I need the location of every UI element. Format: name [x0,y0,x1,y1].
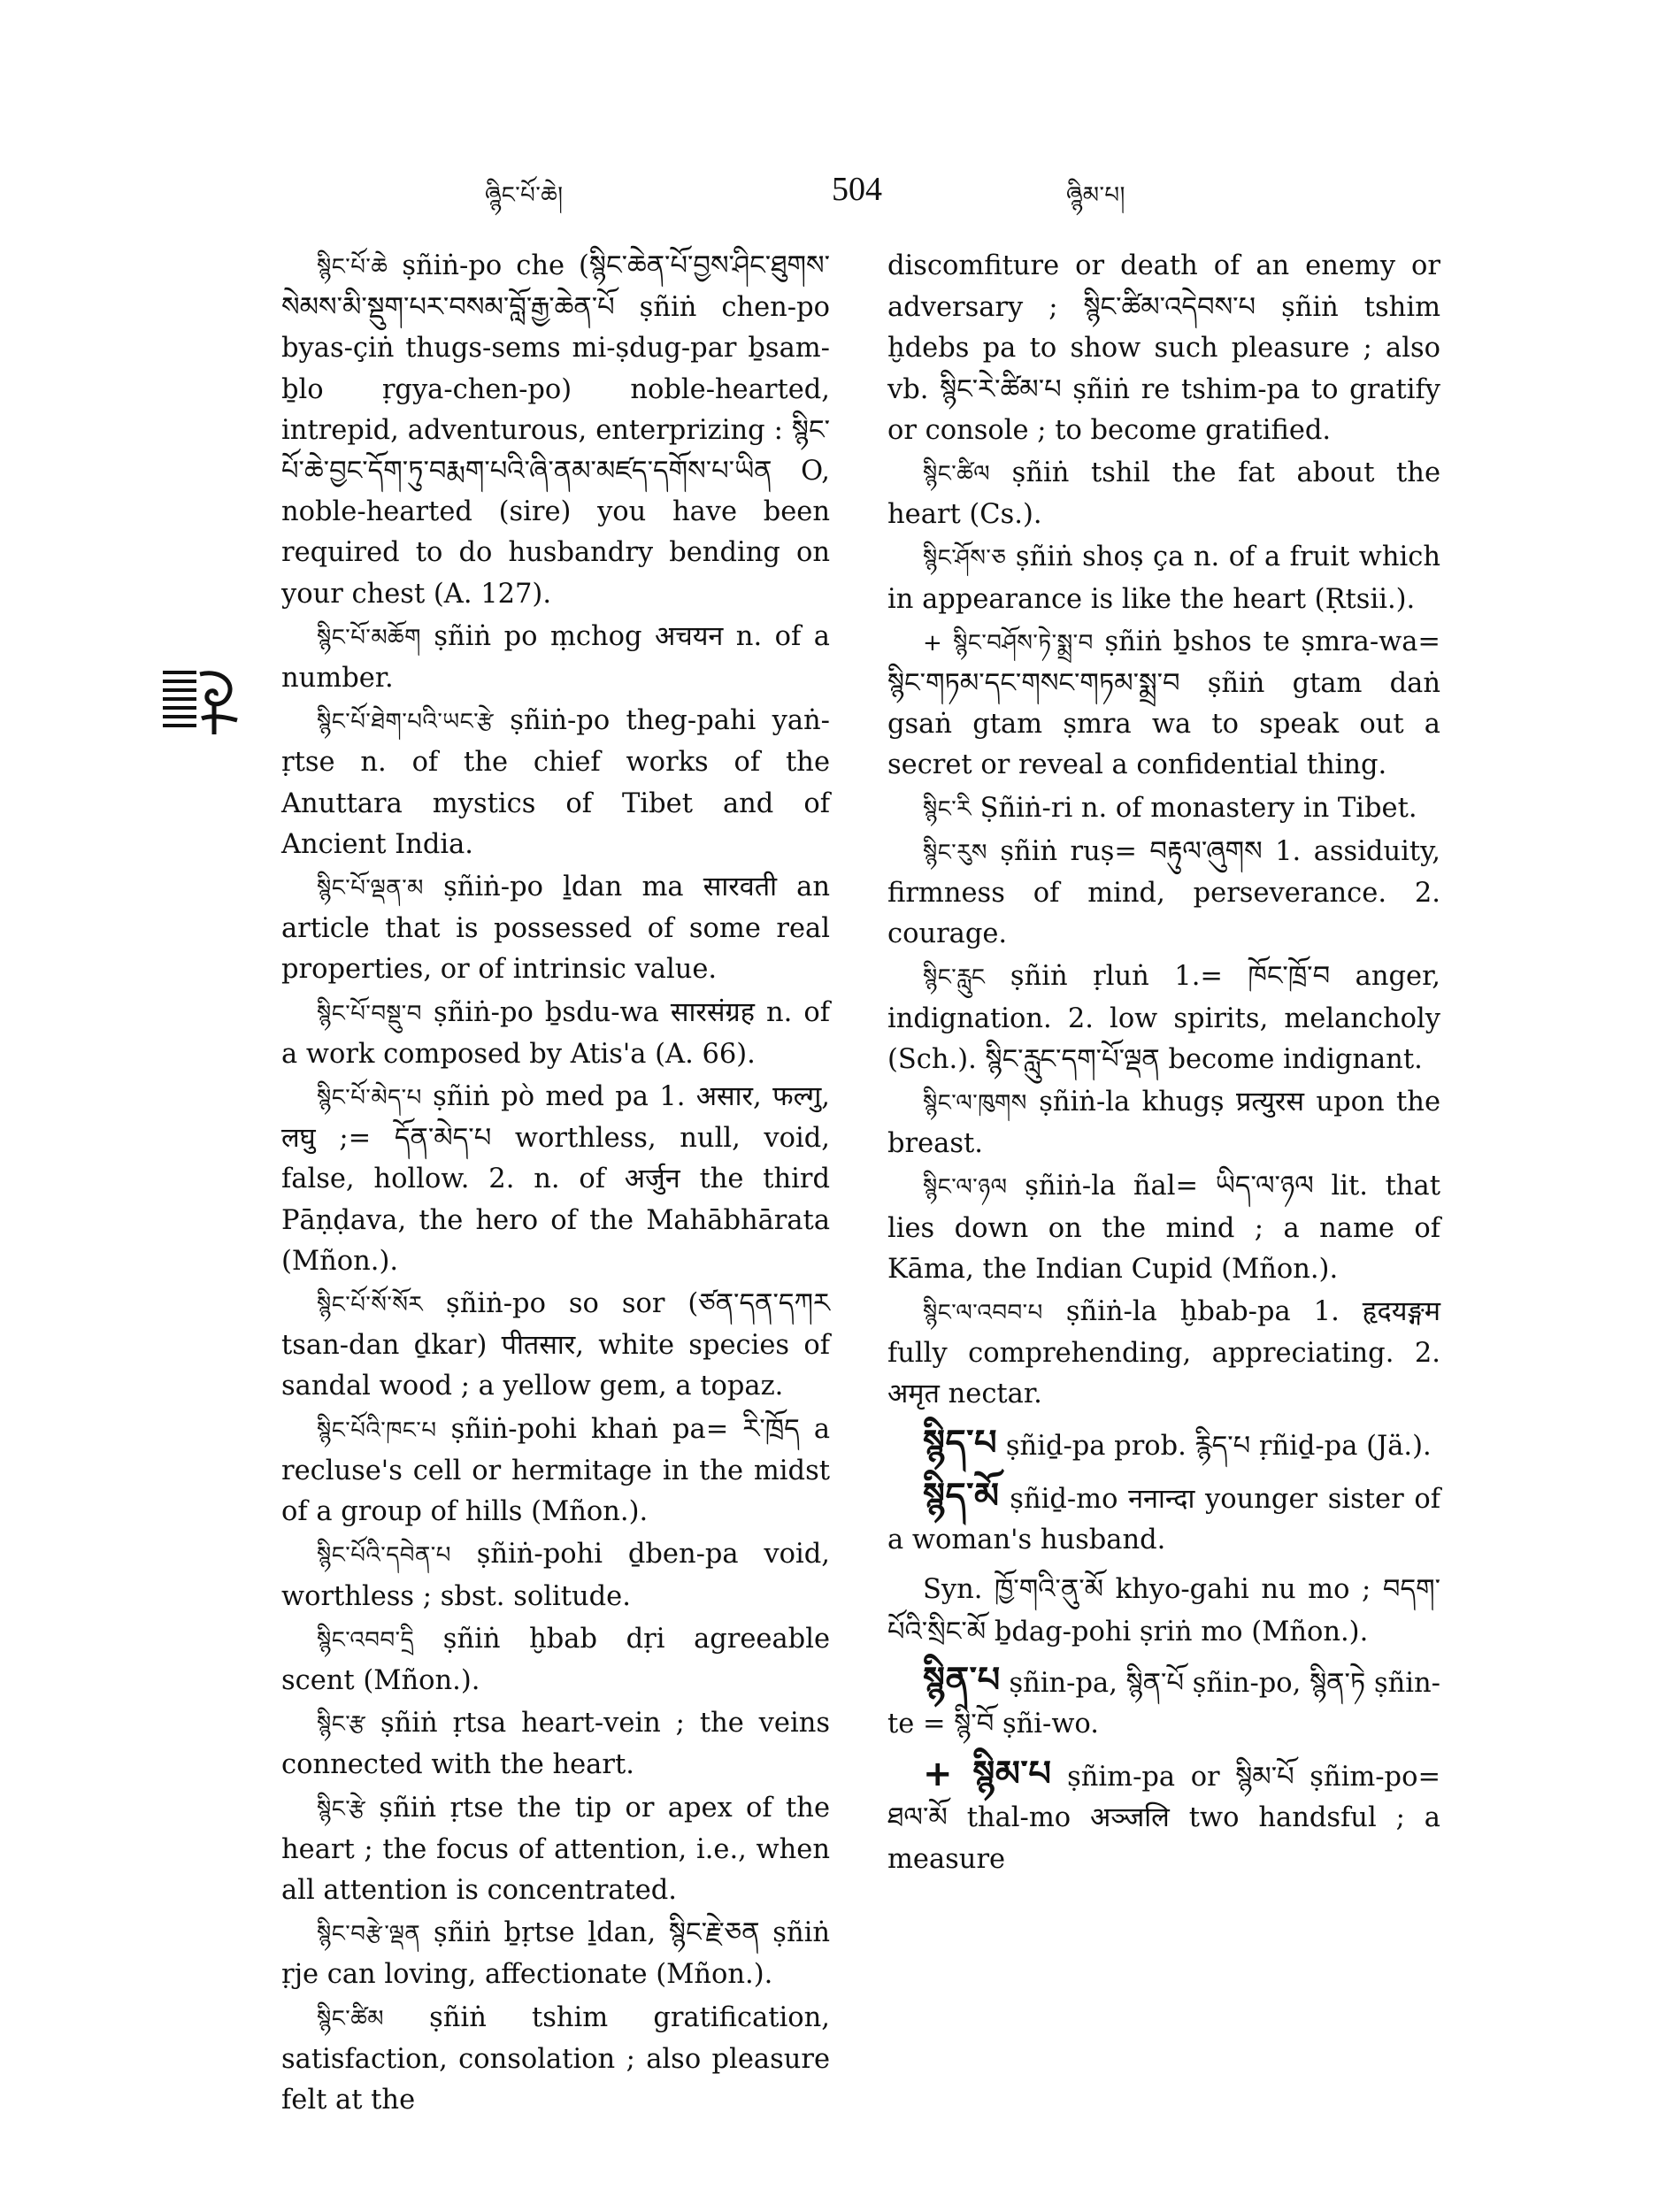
dictionary-main-entry [887,1754,1440,1880]
entry-headword: + སྙིམ་པ [923,1754,1052,1795]
dictionary-entry [281,1788,830,1912]
entry-text: ṣñiṅ tshil the fat about the heart (Cs.). [887,457,1440,531]
dictionary-entry [281,246,830,615]
dictionary-entry [887,1082,1440,1164]
entry-headword: སྙིང་པོ་བསྡུ་བ [317,1000,422,1027]
entry-text: ṣñiṅ ṛtsa heart-vein ; the veins connected with the heart. [281,1708,830,1781]
dictionary-entry [281,1534,830,1617]
entry-headword: + སྙིང་བཤོས་ཏེ་སྨྲ་བ [923,629,1094,657]
entry-text: ṣñiṅ ḇshos te ṣmra-wa= སྙིང་གཏམ་དང་གསང་གཏམ་སྨྲ་བ ṣñiṅ gtam daṅ gsaṅ gtam ṣmra wa to speak out a secret or reveal a confidential thing. [887,626,1440,781]
dictionary-main-entry [887,1423,1440,1467]
dictionary-main-entry [887,1660,1440,1745]
entry-text: Syn. ཁྱོ་གའི་ནུ་མོ khyo-gahi nu mo ; བདག་པོའི་སྲིང་མོ ḇdag-pohi ṣriṅ mo (Mñon.). [887,1574,1440,1647]
dictionary-entry [887,537,1440,619]
entry-headword: སྙིང་འབབ་དྲི [317,1626,415,1654]
entry-headword: སྙིང་པོ་ཆེ [317,254,388,280]
page-number: 504 [832,171,882,208]
dictionary-entry [281,1913,830,1995]
entry-headword: སྙིང་པོ་མཆོག [317,624,421,651]
running-header [0,170,1659,223]
entry-headword: སྙིན་པ [923,1659,1001,1701]
entry-text: ṣñiṅ-po ḇsdu-wa सारसंग्रह n. of a work composed by Atis'a (A. 66). [281,996,830,1070]
right-column [887,246,1440,1889]
entry-headword: སྙིང་ལ་འབབ་པ [923,1300,1043,1327]
thumb-index-icon [161,665,241,738]
dictionary-entry [281,1284,830,1408]
entry-text: ṣñiṅ ḇṛtse ḻdan, སྙིང་རྗེ་ཅན ṣñiṅ ṛje can loving, affectionate (Mñon.). [281,1917,830,1991]
entry-headword: སྙིང་ཤོས་ཅ [923,545,1007,572]
entry-text: ṣñiṅ-po che (སྙིང་ཆེན་པོ་བྱས་ཤིང་ཐུགས་སེམས་མི་སྡུག་པར་བསམ་བློ་རྒྱ་ཆེན་པོ ṣñiṅ chen-po byas-çiṅ thugs-sems mi-ṣdug-par ḇsam-ḇlo ṛgya-chen-po) noble-hearted, intrepid, adventurous, enterprizing : སྙིང་པོ་ཆེ་བྱང་དོག་ཏུ་བརྨག་པའི་ཞི་ནམ་མཛད་དགོས་པ་ཡིན O, noble-hearted (sire) you have been required to do husbandry bending on your chest (A. 127). [281,250,830,610]
entry-headword: སྙིང་པོའི་ཁང་པ [317,1417,437,1444]
entry-text: ṣñiṅ-pohi khaṅ pa= རི་ཁྲོད a recluse's cell or hermitage in the midst of a group of hills (Mñon.). [281,1413,830,1528]
entry-headword: སྙིང་རྩེ [317,1795,366,1823]
entry-text: ṣñiṅ po ṃchog अचयन n. of a number. [281,620,830,695]
dictionary-entry [281,1619,830,1701]
entry-headword: སྙིང་བརྩེ་ལྡན [317,1921,421,1948]
entry-text: ṣñiṅ-po theg-pahi yaṅ-ṛtse n. of the chief works of the Anuttara mystics of Tibet and of Ancient India. [281,705,830,860]
entry-text: ṣñiḏ-mo ननान्दा younger sister of a woman's husband. [887,1483,1440,1556]
entry-text: discomfiture or death of an enemy or adversary ; སྙིང་ཚིམ་འདེབས་པ ṣñiṅ tshim ḫdebs pa to show such pleasure ; also vb. སྙིང་རེ་ཚིམ་པ ṣñiṅ re tshim-pa to gratify or console ; to become gratified. [887,250,1440,446]
dictionary-entry [887,1570,1440,1652]
dictionary-entry [281,1998,830,2122]
entry-headword: སྙིང་ལ་ཁུགས [923,1090,1027,1118]
entry-text: Ṣñiṅ-ri n. of monastery in Tibet. [971,792,1417,824]
entry-headword: སྙིང་ཚིམ [317,2005,384,2032]
entry-text: ṣñiṅ tshim gratification, satisfaction, consolation ; also pleasure felt at the [281,2001,830,2116]
dictionary-entry [281,617,830,699]
dictionary-main-entry [887,1476,1440,1561]
entry-headword: སྙིང་ལ་ཉལ [923,1174,1008,1202]
dictionary-entry [281,1703,830,1786]
entry-headword: སྙིང་པོའི་དབེན་པ [317,1542,451,1570]
entry-headword: སྙིང་ཚིལ [923,461,991,488]
dictionary-entry [887,956,1440,1080]
dictionary-entry [887,788,1440,830]
dictionary-entry [281,1077,830,1282]
entry-headword: སྙིང་པོ་མེད་པ [317,1085,422,1112]
left-column [281,246,830,2123]
entry-text: ṣñiṅ ṛtse the tip or apex of the heart ; the focus of attention, i.e., when all attention is concentrated. [281,1792,830,1906]
entry-text: ṣñiṅ-la khugṣ प्रत्युरस upon the breast. [887,1087,1440,1160]
dictionary-entry [887,1166,1440,1290]
entry-text: ṣñiṅ-po ḻdan ma सारवती an article that is possessed of some real properties, or of intrinsic value. [281,872,830,986]
header-left-tibetan: ཞྙིང་པོ་ཆེ། [485,182,564,209]
entry-text: ṣñiṅ pò med pa 1. असार, फल्गु, लघु ;= དོན་མེད་པ worthless, null, void, false, hollow. 2. n. of अर्जुन the third Pāṇḍava, the hero of the Mahābhārata (Mñon.). [281,1081,830,1277]
entry-text: ṣñiṅ-la ñal= ཡིད་ལ་ཉལ lit. that lies down on the mind ; a name of Kāma, the Indian Cupid (Mñon.). [887,1171,1440,1285]
header-right-tibetan: ཞྙིམ་པ། [1066,182,1125,209]
dictionary-entry [281,1409,830,1533]
dictionary-entry-continuation [887,246,1440,451]
entry-headword: སྙིང་པོ་ལྡན་མ [317,875,424,902]
dictionary-entry [281,701,830,865]
entry-text: ṣñiṅ-po so sor (ཙན་དན་དཀར tsan-dan ḏkar) पीतसार, white species of sandal wood ; a yellow gem, a topaz. [281,1288,830,1402]
entry-headword: སྙིང་རླུང [923,964,986,992]
entry-headword: སྙིང་རུས [923,839,987,866]
dictionary-entry [887,1292,1440,1416]
entry-headword: སྙིང་པོ་ཐེག་པའི་ཡང་རྩེ [317,709,495,736]
entry-headword: སྙིང་རྩ [317,1711,366,1739]
entry-text: ṣñiṅ ḫbab dṛi agreeable scent (Mñon.). [281,1623,830,1696]
dictionary-entry [281,867,830,991]
entry-text: ṣñiṅ-la ḫbab-pa 1. हृदयङ्गम fully comprehending, appreciating. 2. अमृत nectar. [887,1296,1440,1410]
dictionary-entry [281,993,830,1075]
entry-text: ṣñiṅ ruṣ= བརྟུལ་ཞུགས 1. assiduity, firmness of mind, perseverance. 2. courage. [887,835,1440,950]
entry-text: ṣñiṅ-pohi ḏben-pa void, worthless ; sbst. solitude. [281,1539,830,1612]
entry-text: ṣñim-pa or སྙིམ་པོ ṣñim-po= ཐལ་མོ thal-mo अञ्जलि two handsful ; a measure [887,1762,1441,1875]
entry-headword: སྙིད་མོ [923,1475,1000,1517]
dictionary-entry [887,622,1440,787]
entry-text: ṣñiṅ ṛluṅ 1.= ཁོང་ཁྲོ་བ anger, indignation. 2. low spirits, melancholy (Sch.). སྙིང་རླུང་དག་པོ་ལྡན become indignant. [887,961,1440,1075]
entry-text: ṣñiṅ shoṣ ça n. of a fruit which in appearance is like the heart (Ṛtsii.). [887,541,1440,615]
dictionary-entry [887,832,1440,956]
entry-text: ṣñin-pa, སྙིན་པོ ṣñin-po, སྙིན་ཏེ ṣñin-te = སྙི་བོ ṣñi-wo. [887,1667,1440,1740]
entry-headword: སྙིང་རི [923,795,972,823]
entry-headword: སྙིང་པོ་སོ་སོར [317,1292,424,1319]
entry-text: ṣñiḏ-pa prob. རྙིད་པ ṛñiḏ-pa (Jä.). [997,1430,1432,1462]
dictionary-entry [887,453,1440,535]
entry-headword: སྙིད་པ [923,1422,998,1463]
